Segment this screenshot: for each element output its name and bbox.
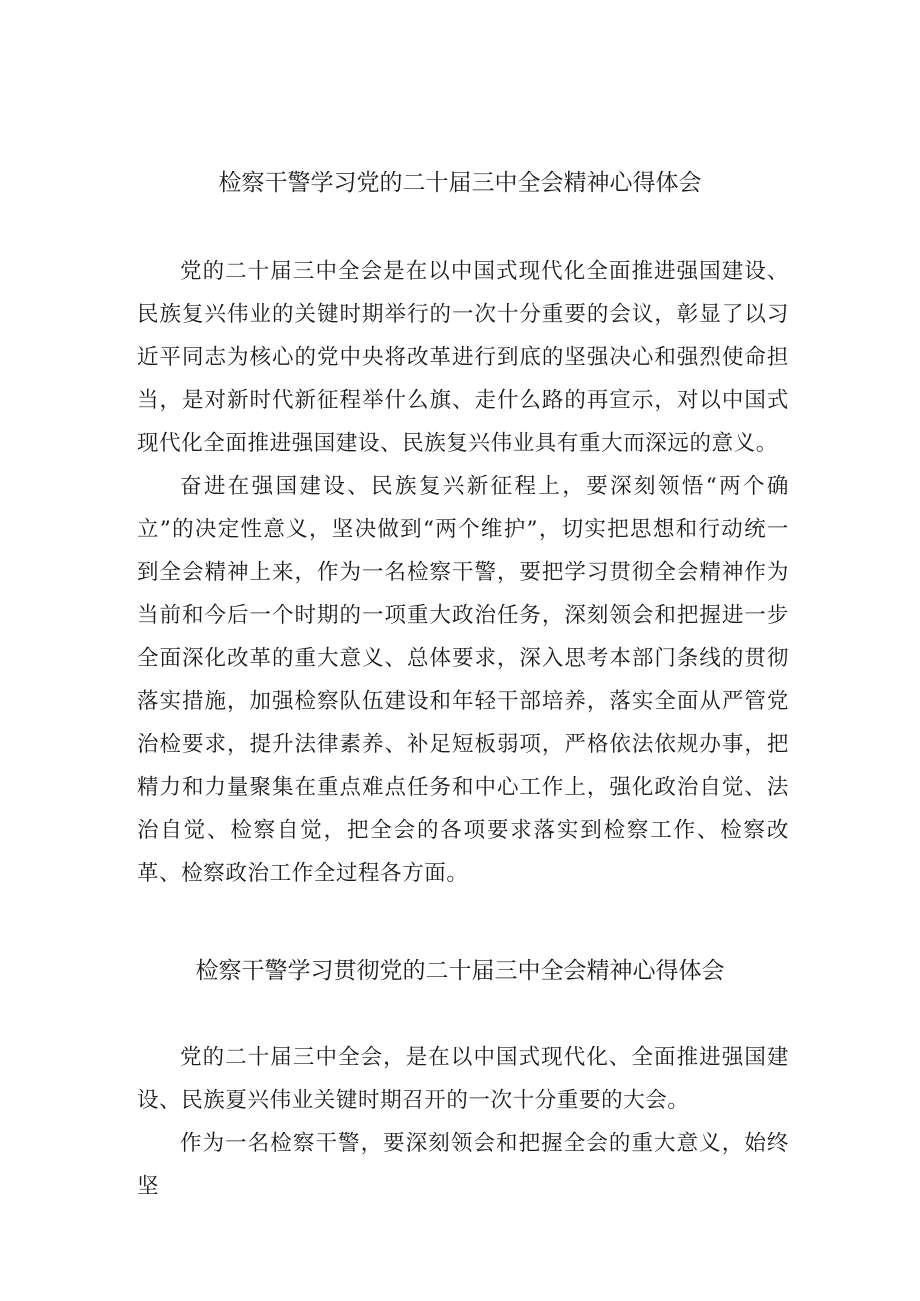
section-1-title: 检察干警学习党的二十届三中全会精神心得体会 [218, 170, 702, 196]
section-2-title: 检察干警学习贯彻党的二十届三中全会精神心得体会 [195, 958, 725, 984]
section-1-paragraph-1: 党的二十届三中全会是在以中国式现代化全面推进强国建设、民族复兴伟业的关键时期举行的一次十分重要的会议，彰显了以习近平同志为核心的党中央将改革进行到底的坚强决心和强烈使命担当，是对新时代新征程举什么旗、走什么路的再宣示，对以中国式现代化全面推进强国建设、民族复兴伟业具有重大而深远的意义。 [137, 259, 789, 456]
section-2-paragraph-2: 作为一名检察干警，要深刻领会和把握全会的重大意义，始终坚 [137, 1131, 789, 1199]
section-2-paragraph-1: 党的二十届三中全会，是在以中国式现代化、全面推进强国建设、民族夏兴伟业关键时期召开的一次十分重要的大会。 [137, 1045, 789, 1113]
section-1-paragraph-2: 奋进在强国建设、民族复兴新征程上，要深刻领悟“两个确立”的决定性意义，坚决做到“两个维护”，切实把思想和行动统一到全会精神上来，作为一名检察干警，要把学习贯彻全会精神作为当前和今后一个时期的一项重大政治任务，深刻领会和把握进一步全面深化改革的重大意义、总体要求，深入思考本部门条线的贯彻落实措施，加强检察队伍建设和年轻干部培养，落实全面从严管党治检要求，提升法律素养、补足短板弱项，严格依法依规办事，把精力和力量聚集在重点难点任务和中心工作上，强化政治自觉、法治自觉、检察自觉，把全会的各项要求落实到检察工作、检察改革、检察政治工作全过程各方面。 [137, 474, 789, 886]
